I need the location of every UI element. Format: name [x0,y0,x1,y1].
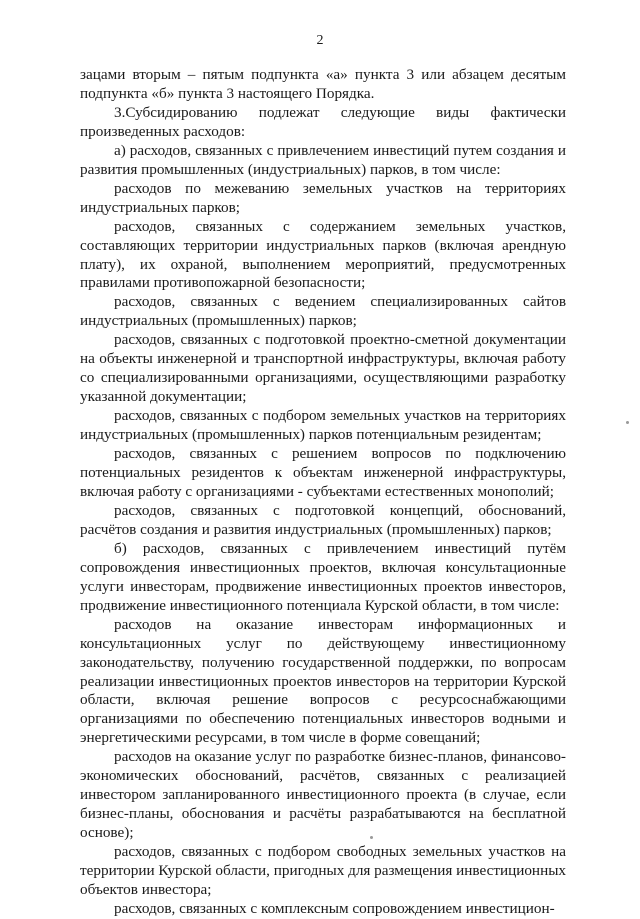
paragraph-item: расходов на оказание услуг по разработке бизнес-планов, финансово-экономических обоснований, расчётов, связанных с реализацией инвестором запланированного инвестиционного проекта (в случае, если бизнес-планы, обоснования и расчёты разрабатываются на бесплатной основе); [80,748,566,842]
paragraph-continuation: зацами вторым – пятым подпункта «а» пункта 3 или абзацем десятым подпункта «б» пункта 3 настоящего Порядка. [80,66,566,102]
paragraph-item: расходов, связанных с подготовкой проектно-сметной документации на объекты инженерной и транспортной инфраструктуры, включая работу со специализированными организациями, осуществляющими разработку указанной документации; [80,331,566,406]
page-number: 2 [316,33,324,48]
paragraph-item: расходов на оказание инвесторам информационных и консультационных услуг по действующему инвестиционному законодательству, получению государственной поддержки, по вопросам реализации инвестиционных проектов инвесторов на территории Курской области, включая решение вопросов с ресурсоснабжающими организациями по обеспечению потенциальных инвесторов водными и энергетическими ресурсами, в том числе в форме совещаний; [80,615,566,747]
scan-speck [626,421,629,424]
paragraph-subitem-b: б) расходов, связанных с привлечением инвестиций путём сопровождения инвестиционных проектов, включая консультационные услуги инвесторам, продвижение инвестиционных проектов инвесторов, продвижение инвестиционного потенциала Курской области, в том числе: [80,539,566,614]
paragraph-item: расходов, связанных с подбором земельных участков на территориях индустриальных (промышленных) парков потенциальным резидентам; [80,407,566,444]
paragraph-item-truncated: расходов, связанных с комплексным сопровождением инвестицион- [114,899,555,917]
paragraph-subitem-a: а) расходов, связанных с привлечением инвестиций путем создания и развития промышленных (индустриальных) парков, в том числе: [80,141,566,178]
paragraph-item: расходов по межеванию земельных участков на территориях индустриальных парков; [80,179,566,216]
document-body [80,66,566,919]
paragraph-item: расходов, связанных с решением вопросов по подключению потенциальных резидентов к объектам инженерной инфраструктуры, включая работу с организациями - субъектами естественных монополий; [80,445,566,500]
paragraph-item: расходов, связанных с подбором свободных земельных участков на территории Курской области, пригодных для размещения инвестиционных объектов инвестора; [80,843,566,898]
paragraph-section-3-heading: 3.Субсидированию подлежат следующие виды фактически произведенных расходов: [80,103,566,140]
paragraph-item: расходов, связанных с ведением специализированных сайтов индустриальных (промышленных) парков; [80,293,566,330]
paragraph-item: расходов, связанных с подготовкой концепций, обоснований, расчётов создания и развития индустриальных (промышленных) парков; [80,501,566,538]
paragraph-item: расходов, связанных с содержанием земельных участков, составляющих территории индустриальных парков (включая арендную плату), их охраной, выполнением мероприятий, предусмотренных правилами противопожарной безопасности; [80,217,566,292]
scan-speck [370,836,373,839]
